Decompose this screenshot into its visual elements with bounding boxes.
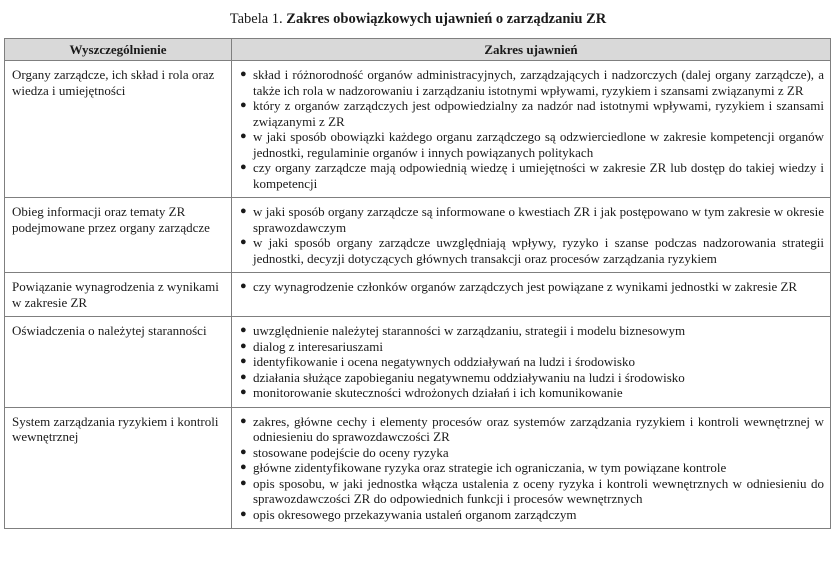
row-category-label: Obieg informacji oraz tematy ZR podejmowane przez organy zarządcze xyxy=(5,198,232,273)
row-category-label: Organy zarządcze, ich skład i rola oraz wiedza i umiejętności xyxy=(5,61,232,198)
list-item-text: dialog z interesariuszami xyxy=(253,338,383,354)
list-item xyxy=(240,67,824,98)
bullet-icon: ● xyxy=(240,445,247,458)
bullet-icon: ● xyxy=(240,414,247,427)
row-scope-cell xyxy=(232,198,831,273)
list-item-text: zakres, główne cechy i elementy procesów oraz systemów zarządzania ryzykiem i kontroli wewnętrznej w odniesieniu do sprawozdawczości ZR xyxy=(253,413,824,444)
column-header-category: Wyszczególnienie xyxy=(5,39,232,61)
row-scope-cell xyxy=(232,61,831,198)
column-header-scope: Zakres ujawnień xyxy=(232,39,831,61)
list-item-text: który z organów zarządczych jest odpowiedzialny za nadzór nad istotnymi wpływami, ryzykiem i szansami związanymi z ZR xyxy=(253,98,824,129)
list-item-text: opis okresowego przekazywania ustaleń organom zarządczym xyxy=(253,506,577,522)
list-item-text: w jaki sposób organy zarządcze uwzględniają wpływy, ryzyko i szanse podczas nadzorowania strategii jednostki, decyzji dotyczących głównych transakcji oraz procesów zarządzania ryzykiem xyxy=(253,235,824,266)
bullet-icon: ● xyxy=(240,236,247,248)
scope-list xyxy=(240,279,824,295)
list-item-text: stosowane podejście do oceny ryzyka xyxy=(253,444,449,460)
row-scope-cell xyxy=(232,273,831,317)
row-scope-cell xyxy=(232,317,831,408)
bullet-icon: ● xyxy=(240,339,247,352)
table-row xyxy=(5,407,831,529)
row-category-label: System zarządzania ryzykiem i kontroli wewnętrznej xyxy=(5,407,232,529)
bullet-icon: ● xyxy=(240,161,247,173)
list-item-text: monitorowanie skuteczności wdrożonych działań i ich komunikowanie xyxy=(253,385,623,400)
list-item-text: uwzględnienie należytej staranności w zarządzaniu, strategii i modelu biznesowym xyxy=(253,323,686,338)
bullet-icon: ● xyxy=(240,386,247,398)
list-item-text: działania służące zapobieganiu negatywnemu oddziaływaniu na ludzi i środowisko xyxy=(253,369,685,385)
bullet-icon: ● xyxy=(240,461,247,473)
list-item xyxy=(240,414,824,445)
table-row xyxy=(5,273,831,317)
table-row xyxy=(5,317,831,408)
list-item xyxy=(240,385,824,401)
bullet-icon: ● xyxy=(240,507,247,520)
bullet-icon: ● xyxy=(240,370,247,383)
list-item-text: w jaki sposób organy zarządcze są informowane o kwestiach ZR i jak postępowano w tym zakresie w okresie sprawozdawczym xyxy=(253,204,824,235)
list-item xyxy=(240,354,824,370)
table-row xyxy=(5,61,831,198)
table-header-row xyxy=(5,39,831,61)
bullet-icon: ● xyxy=(240,476,247,489)
scope-list xyxy=(240,67,824,191)
caption-prefix: Tabela 1. xyxy=(229,11,283,27)
scope-list xyxy=(240,323,824,401)
list-item xyxy=(240,323,824,339)
list-item xyxy=(240,339,824,355)
list-item-text: opis sposobu, w jaki jednostka włącza ustalenia z oceny ryzyka i kontroli wewnętrznych w odniesieniu do sprawozdawczości ZR do odpowiednich funkcji i procesów wewnętrznych xyxy=(253,475,824,506)
list-item-text: główne zidentyfikowane ryzyka oraz strategie ich ograniczania, w tym powiązane kontrole xyxy=(253,460,727,475)
caption-title: Zakres obowiązkowych ujawnień o zarządzaniu ZR xyxy=(286,11,607,27)
list-item xyxy=(240,235,824,266)
bullet-icon: ● xyxy=(240,324,247,336)
list-item xyxy=(240,279,824,295)
list-item-text: czy organy zarządcze mają odpowiednią wiedzę i umiejętności w zakresie ZR lub dostęp do takiej wiedzy i kompetencji xyxy=(253,160,824,191)
row-scope-cell xyxy=(232,407,831,529)
list-item-text: czy wynagrodzenie członków organów zarządczych jest powiązane z wynikami jednostki w zakresie ZR xyxy=(253,279,798,294)
row-category-label: Powiązanie wynagrodzenia z wynikami w zakresie ZR xyxy=(5,273,232,317)
list-item xyxy=(240,476,824,507)
bullet-icon: ● xyxy=(240,205,247,217)
list-item xyxy=(240,370,824,386)
list-item xyxy=(240,507,824,523)
table-caption xyxy=(0,9,836,29)
bullet-icon: ● xyxy=(240,130,247,142)
bullet-icon: ● xyxy=(240,355,247,367)
list-item-text: identyfikowanie i ocena negatywnych oddziaływań na ludzi i środowisko xyxy=(253,354,635,369)
list-item xyxy=(240,460,824,476)
scope-list xyxy=(240,204,824,266)
disclosure-table xyxy=(4,38,831,529)
list-item xyxy=(240,445,824,461)
row-category-label: Oświadczenia o należytej staranności xyxy=(5,317,232,408)
bullet-icon: ● xyxy=(240,280,247,292)
list-item xyxy=(240,204,824,235)
bullet-icon: ● xyxy=(240,99,247,111)
scope-list xyxy=(240,414,824,523)
list-item-text: w jaki sposób obowiązki każdego organu zarządczego są odzwierciedlone w zakresie kompetencji organów jednostki, regulaminie organów i innych powiązanych politykach xyxy=(253,129,824,160)
bullet-icon: ● xyxy=(240,68,247,80)
list-item-text: skład i różnorodność organów administracyjnych, zarządzających i nadzorczych (dalej organy zarządcze), a także ich rola w nadzorowaniu i zarządzaniu istotnymi wpływami, ryzykiem i szansami związanymi z ZR xyxy=(253,67,824,98)
list-item xyxy=(240,98,824,129)
table-body xyxy=(5,61,831,529)
list-item xyxy=(240,129,824,160)
list-item xyxy=(240,160,824,191)
table-row xyxy=(5,198,831,273)
